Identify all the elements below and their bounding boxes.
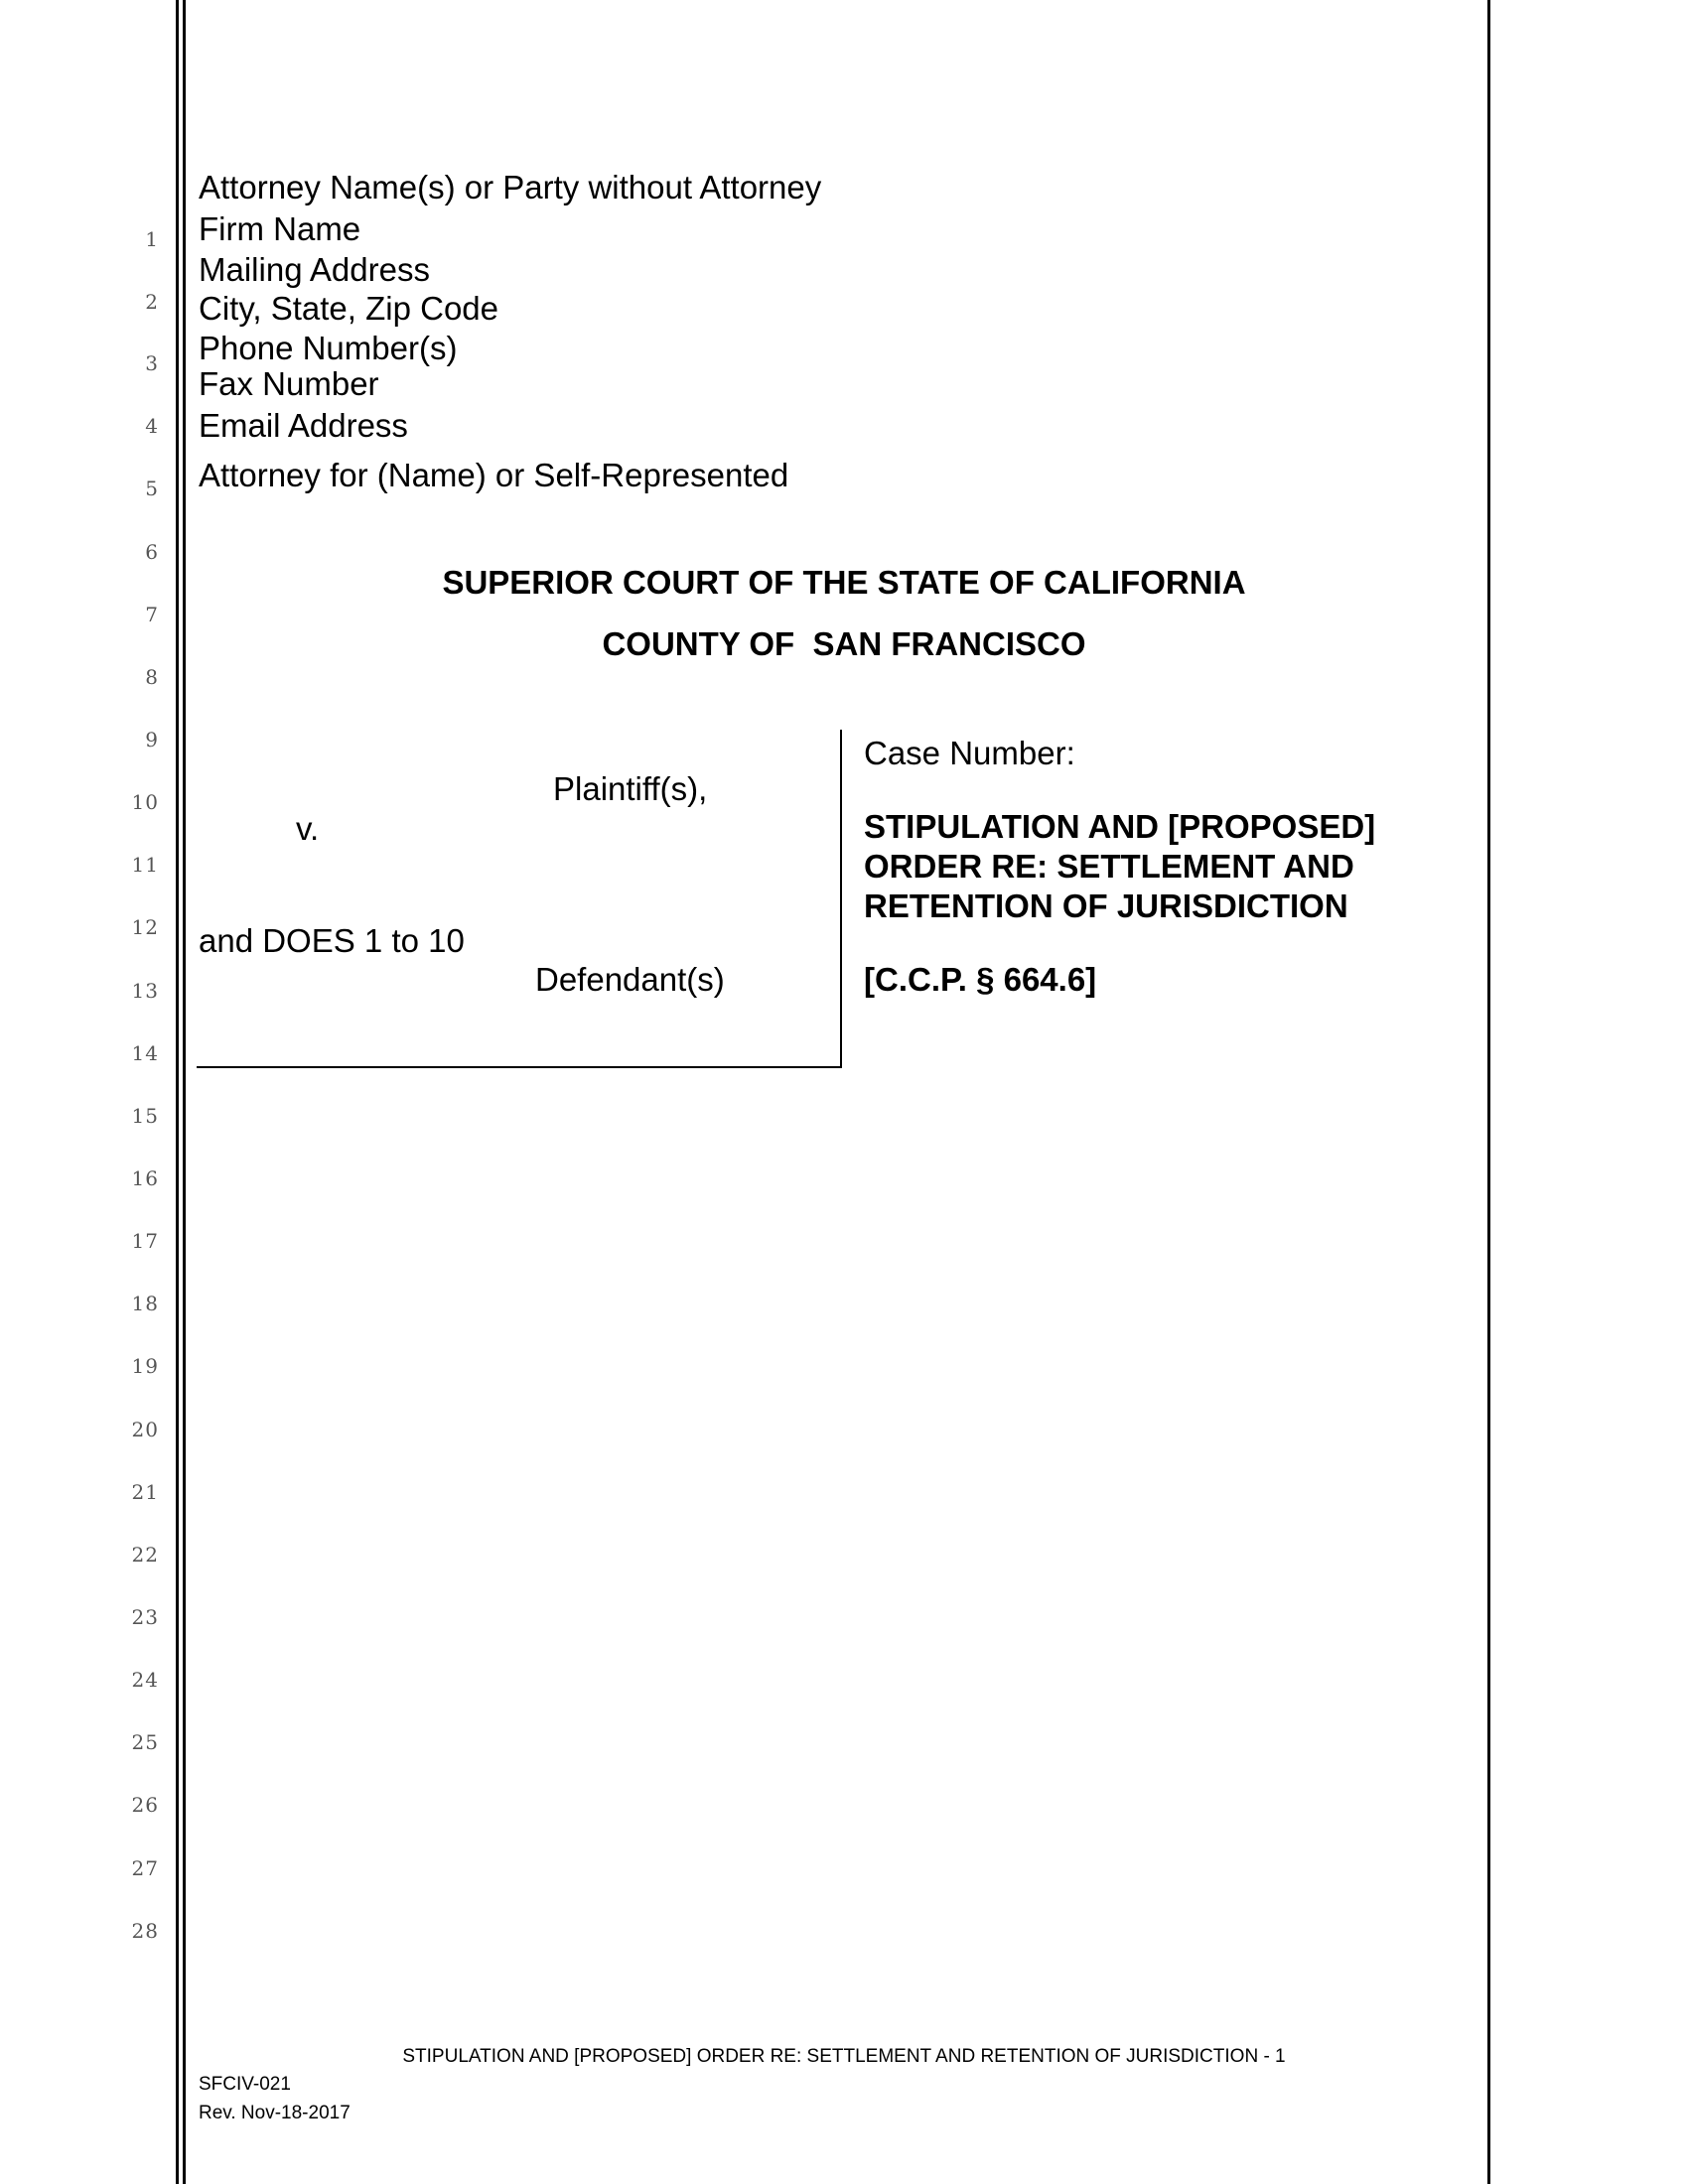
line-number: 26 (131, 1793, 159, 1817)
fax-number: Fax Number (199, 365, 379, 402)
line-number: 25 (131, 1730, 159, 1754)
email-address: Email Address (199, 407, 408, 444)
line-number: 24 (131, 1668, 159, 1692)
attorney-for: Attorney for (Name) or Self-Represented (199, 457, 789, 493)
line-number: 18 (131, 1292, 159, 1315)
caption-vertical-divider (840, 730, 842, 1068)
document-title-line-2: ORDER RE: SETTLEMENT AND (864, 848, 1354, 885)
line-number: 15 (131, 1104, 159, 1128)
phone-number: Phone Number(s) (199, 330, 458, 366)
line-number: 8 (145, 665, 159, 689)
line-number: 12 (131, 915, 159, 939)
line-number: 9 (145, 728, 159, 751)
footer-document-title: STIPULATION AND [PROPOSED] ORDER RE: SETTLEMENT AND RETENTION OF JURISDICTION - 1 (402, 2046, 1286, 2067)
court-name: SUPERIOR COURT OF THE STATE OF CALIFORNIA (442, 564, 1246, 601)
footer-revision: Rev. Nov-18-2017 (199, 2103, 351, 2123)
line-number: 3 (145, 351, 159, 375)
city-state-zip: City, State, Zip Code (199, 290, 499, 327)
court-county: COUNTY OF SAN FRANCISCO (602, 625, 1086, 662)
plaintiff-label: Plaintiff(s), (553, 770, 708, 807)
line-number: 16 (131, 1166, 159, 1190)
line-number: 23 (131, 1605, 159, 1629)
line-number: 1 (145, 227, 159, 251)
firm-name: Firm Name (199, 210, 361, 247)
line-number: 6 (145, 540, 159, 564)
left-margin-rule-inner (183, 0, 186, 2184)
does-label: and DOES 1 to 10 (199, 922, 465, 959)
line-number: 28 (131, 1919, 159, 1943)
line-number: 14 (131, 1041, 159, 1065)
caption-bottom-rule (197, 1066, 842, 1068)
line-number: 21 (131, 1480, 159, 1504)
attorney-name: Attorney Name(s) or Party without Attorney (199, 169, 822, 205)
line-number: 17 (131, 1229, 159, 1253)
line-number: 19 (131, 1354, 159, 1378)
line-number: 5 (145, 477, 159, 500)
line-number: 2 (145, 290, 159, 314)
line-number: 10 (131, 790, 159, 814)
case-number-label: Case Number: (864, 735, 1075, 771)
defendant-label: Defendant(s) (535, 961, 725, 998)
right-margin-rule (1487, 0, 1490, 2184)
line-number: 7 (145, 603, 159, 626)
document-title-line-1: STIPULATION AND [PROPOSED] (864, 808, 1376, 845)
statute-citation: [C.C.P. § 664.6] (864, 961, 1097, 998)
line-number: 4 (145, 414, 159, 438)
footer-form-number: SFCIV-021 (199, 2074, 291, 2095)
line-number: 20 (131, 1418, 159, 1441)
versus-label: v. (296, 810, 320, 847)
document-title-line-3: RETENTION OF JURISDICTION (864, 887, 1348, 924)
mailing-address: Mailing Address (199, 251, 430, 288)
line-number: 13 (131, 979, 159, 1003)
line-number: 27 (131, 1856, 159, 1880)
line-number: 11 (131, 853, 159, 877)
left-margin-rule-outer (176, 0, 179, 2184)
line-number: 22 (131, 1543, 159, 1567)
